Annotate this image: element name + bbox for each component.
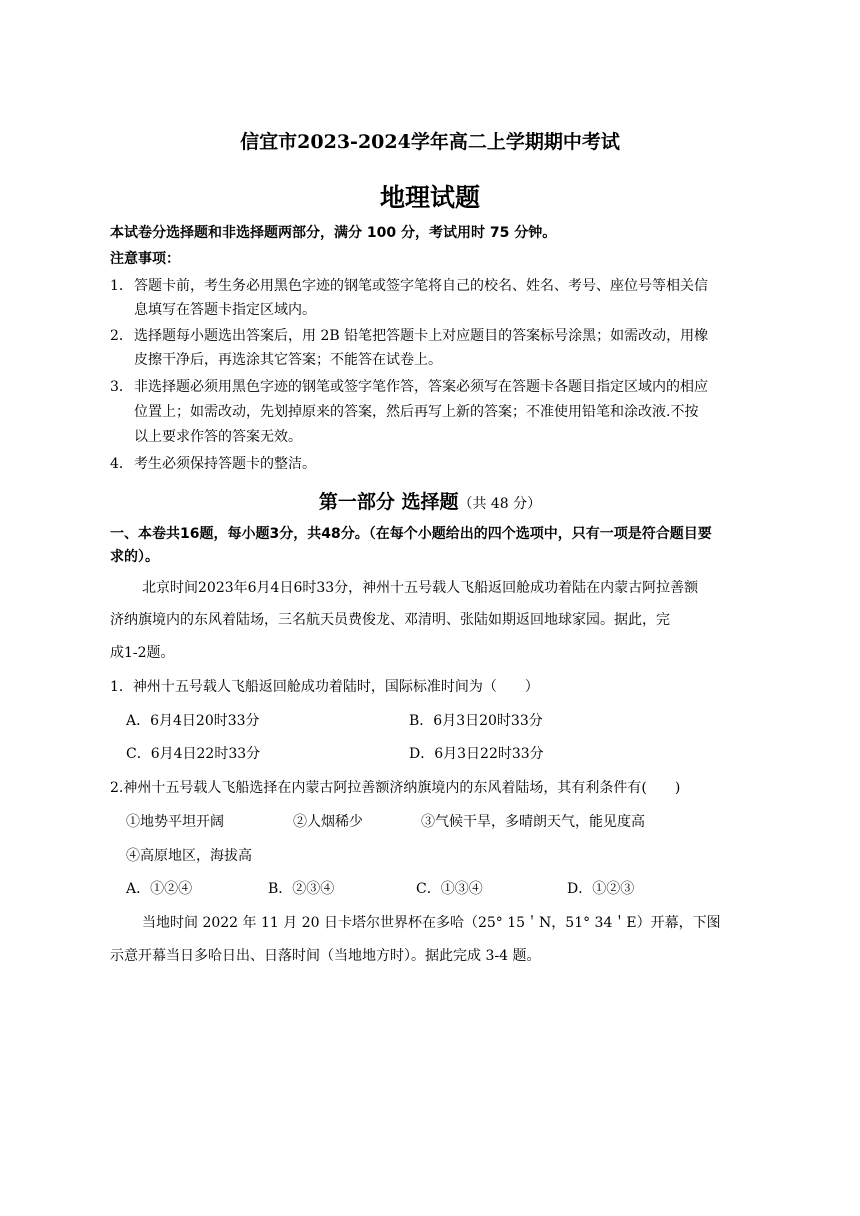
question-2-option-a: A．①②④ bbox=[126, 881, 193, 897]
part1-title-note: （共 48 分） bbox=[458, 496, 542, 512]
part1-title-text: 第一部分 选择题 bbox=[318, 491, 459, 513]
note-2-line-2: 皮擦干净后，再选涂其它答案；不能答在试卷上。 bbox=[134, 352, 442, 368]
note-1-number: 1． bbox=[110, 278, 133, 294]
question-1-option-a: A．6月4日20时33分 bbox=[126, 713, 260, 729]
note-1-line-2: 息填写在答题卡指定区域内。 bbox=[134, 302, 316, 318]
question-2-item-2: ②人烟稀少 bbox=[293, 814, 363, 830]
question-1-stem: 1．神州十五号载人飞船返回舱成功着陆时，国际标准时间为（ ） bbox=[110, 679, 539, 695]
question-1-option-c: C．6月4日22时33分 bbox=[126, 746, 261, 762]
passage2-line-2: 示意开幕当日多哈日出、日落时间（当地地方时）。据此完成 3-4 题。 bbox=[110, 948, 541, 964]
question-2-option-d: D．①②③ bbox=[567, 881, 635, 897]
note-3-line-2: 位置上；如需改动，先划掉原来的答案，然后再写上新的答案；不准使用铅笔和涂改液.不按 bbox=[134, 404, 699, 420]
note-3-line-1: 非选择题必须用黑色字迹的钢笔或签字笔作答，答案必须写在答题卡各题目指定区域内的相应 bbox=[134, 379, 708, 395]
question-1-option-b: B．6月3日20时33分 bbox=[409, 713, 543, 729]
question-2-item-3: ③气候干旱，多晴朗天气，能见度高 bbox=[421, 814, 645, 830]
question-2-option-c: C．①③④ bbox=[416, 881, 483, 897]
passage1-line-3: 成1-2题。 bbox=[110, 645, 175, 661]
notes-heading: 注意事项： bbox=[110, 251, 180, 267]
note-4-line-1: 考生必须保持答题卡的整洁。 bbox=[134, 456, 316, 472]
exam-description: 本试卷分选择题和非选择题两部分，满分 100 分，考试用时 75 分钟。 bbox=[110, 225, 557, 241]
note-4-number: 4． bbox=[110, 456, 133, 472]
note-2-line-1: 选择题每小题选出答案后，用 2B 铅笔把答题卡上对应题目的答案标号涂黑；如需改动，用橡 bbox=[134, 328, 709, 344]
passage1-line-1: 北京时间2023年6月4日6时33分，神州十五号载人飞船返回舱成功着陆在内蒙古阿拉善额 bbox=[142, 580, 699, 596]
question-2-stem: 2.神州十五号载人飞船选择在内蒙古阿拉善额济纳旗境内的东风着陆场，其有利条件有( ) bbox=[110, 780, 681, 796]
note-3-line-3: 以上要求作答的答案无效。 bbox=[134, 429, 302, 445]
passage2-line-1: 当地时间 2022 年 11 月 20 日卡塔尔世界杯在多哈（25° 15＇N，51° 34＇E）开幕，下图 bbox=[142, 915, 721, 931]
subject-title: 地理试题 bbox=[379, 183, 480, 212]
question-2-item-1: ①地势平坦开阔 bbox=[126, 814, 224, 830]
part1-instruction-line-1: 一、本卷共16题，每小题3分，共48分。（在每个小题给出的四个选项中，只有一项是符合题目要 bbox=[110, 526, 712, 542]
passage1-line-2: 济纳旗境内的东风着陆场，三名航天员费俊龙、邓清明、张陆如期返回地球家园。据此，完 bbox=[110, 612, 670, 628]
exam-title: 信宜市2023-2024学年高二上学期期中考试 bbox=[240, 131, 620, 153]
question-1-option-d: D．6月3日22时33分 bbox=[409, 746, 544, 762]
note-1-line-1: 答题卡前，考生务必用黑色字迹的钢笔或签字笔将自己的校名、姓名、考号、座位号等相关信 bbox=[134, 278, 708, 294]
question-2-item-4: ④高原地区，海拔高 bbox=[126, 848, 252, 864]
note-2-number: 2． bbox=[110, 328, 133, 344]
part1-instruction-line-2: 求的）。 bbox=[110, 549, 159, 565]
question-2-option-b: B．②③④ bbox=[268, 881, 335, 897]
part1-title bbox=[0, 487, 860, 514]
note-3-number: 3． bbox=[110, 379, 133, 395]
